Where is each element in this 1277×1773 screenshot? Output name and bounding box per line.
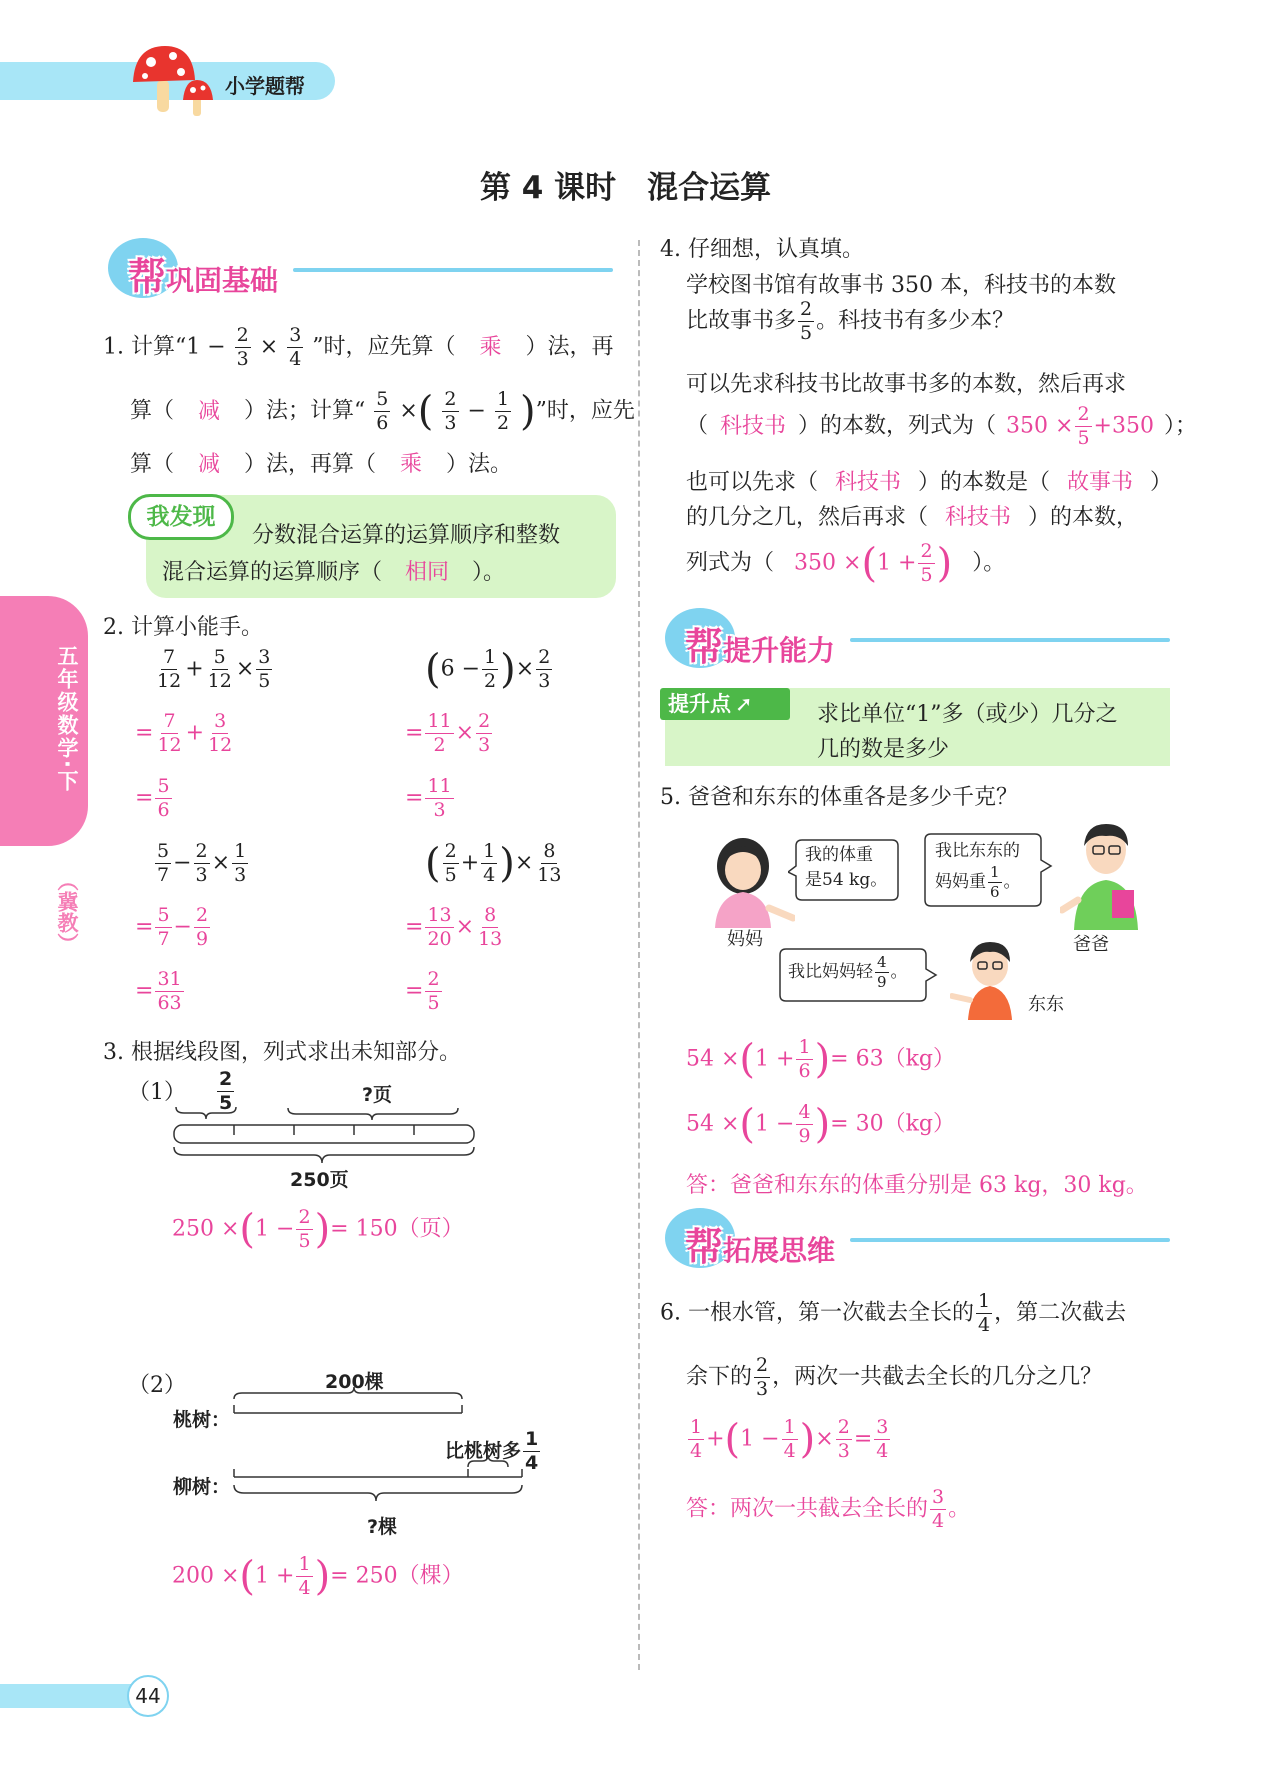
q3-part1-segment-diagram xyxy=(170,1105,480,1165)
dad-label: 爸爸 xyxy=(1073,934,1109,955)
q4-line5: （ 科技书 ）的本数，列式为（ 350 × $\frac{2}{5}$ +350 ）； xyxy=(686,403,1197,449)
side-tab-label: 五年级数学·下 xyxy=(55,645,79,793)
point-label: 提升点 ➚ xyxy=(660,688,790,720)
q4-answer-3[interactable]: 故事书 xyxy=(1067,470,1134,495)
q4-line3: 比故事书多 $\frac{2}{5}$ 。科技书有多少本？ xyxy=(686,298,1015,344)
q6-line2: 余下的 $\frac{2}{3}$ ，两次一共截去全长的几分之几？ xyxy=(686,1354,1103,1400)
q2-calc4: ( $\frac{2}{5}$ + $\frac{1}{4}$ )× $\frac{8}{13}$ xyxy=(425,840,562,887)
q6-line1: 6. 一根水管，第一次截去全长的 $\frac{1}{4}$ ，第二次截去 xyxy=(660,1290,1127,1336)
q2-calc3-step2: = $\frac{31}{63}$ xyxy=(135,968,182,1014)
dad-speech-line1: 我比东东的 xyxy=(935,841,1020,861)
mom-speech-text xyxy=(805,843,887,893)
q1-answer-1[interactable]: 乘 xyxy=(479,334,502,360)
q6-answer-1: $\frac{1}{4}$ +(1 − $\frac{1}{4}$ )× $\frac{2}{3}$ = $\frac{3}{4}$ xyxy=(690,1416,889,1463)
section-rule xyxy=(293,268,613,272)
dong-label: 东东 xyxy=(1028,994,1064,1015)
brand-label: 小学题帮 xyxy=(225,74,305,98)
q3-part1-unknown: ?页 xyxy=(362,1084,393,1106)
section-improve xyxy=(665,608,1170,668)
discover-answer[interactable]: 相同 xyxy=(405,560,450,585)
q3-part2-more: 比桃树多 $\frac{1}{4}$ xyxy=(445,1428,539,1474)
mom-speech-line1: 我的体重 xyxy=(805,845,873,865)
q5-answer-1: 54 ×(1 + $\frac{1}{6}$ )= 63（kg） xyxy=(686,1036,956,1083)
side-tab-edition: （冀教） xyxy=(55,870,79,954)
section-title: 帮拓展思维 xyxy=(685,1225,836,1269)
section-title: 帮巩固基础 xyxy=(128,255,279,299)
page-number: 44 xyxy=(127,1675,169,1717)
q3-part2-unknown: ?棵 xyxy=(367,1516,398,1538)
q2-calc4-step1: = $\frac{13}{20}$ × $\frac{8}{13}$ xyxy=(405,904,503,950)
point-line1: 求比单位“1”多（或少）几分之 xyxy=(817,702,1118,727)
q5-answer-2: 54 ×(1 − $\frac{4}{9}$ )= 30（kg） xyxy=(686,1101,956,1148)
q2-calc2-step1: = $\frac{11}{2}$ × $\frac{2}{3}$ xyxy=(405,710,491,756)
page-title: 第 4 课时 混合运算 xyxy=(480,170,772,206)
q1-line2: 算（ 减 ）法；计算“ $\frac{5}{6}$ ×( $\frac{2}{3}$ − $\frac{1}{2}$ )”时，应先 xyxy=(130,388,635,435)
mushroom-logo-icon xyxy=(125,40,225,118)
q5-answer-3: 答：爸爸和东东的体重分别是 63 kg，30 kg。 xyxy=(686,1173,1148,1198)
q6-answer-2: 答：两次一共截去全长的 $\frac{3}{4}$ 。 xyxy=(686,1486,971,1532)
point-line2: 几的数是多少 xyxy=(817,737,950,762)
q3-part2-segment-diagram xyxy=(230,1385,540,1525)
section-expand xyxy=(665,1208,1170,1268)
q2-calc1-step2: = $\frac{5}{6}$ xyxy=(135,775,170,821)
q3-part1-fraction: $\frac{2}{5}$ xyxy=(219,1068,233,1114)
mom-label: 妈妈 xyxy=(727,929,763,950)
q3-part1-label: （1） xyxy=(128,1080,186,1105)
discover-line2: 混合运算的运算顺序（ 相同 ）。 xyxy=(162,555,505,586)
dad-figure-icon xyxy=(1060,820,1150,930)
q1-line3: 算（ 减 ）法，再算（ 乘 ）法。 xyxy=(130,447,512,478)
q3-part2-label: （2） xyxy=(128,1373,186,1398)
q4-formula-1[interactable]: 350 × $\frac{2}{5}$ +350 xyxy=(1006,403,1154,449)
dad-speech-text xyxy=(935,838,1021,900)
q4-line7: 的几分之几，然后再求（ 科技书 ）的本数， xyxy=(686,500,1138,531)
q4-answer-4[interactable]: 科技书 xyxy=(945,505,1012,530)
q1-answer-3[interactable]: 减 xyxy=(198,452,221,477)
section-basic xyxy=(108,238,613,298)
q4-answer-2[interactable]: 科技书 xyxy=(835,470,902,495)
q2-title: 2. 计算小能手。 xyxy=(103,615,263,640)
q2-calc2: (6 − $\frac{1}{2}$ )× $\frac{2}{3}$ xyxy=(425,646,551,693)
mom-figure-icon xyxy=(705,836,795,928)
section-rule xyxy=(850,638,1170,642)
discover-line1: 分数混合运算的运算顺序和整数 xyxy=(252,523,561,548)
q4-line1: 4. 仔细想，认真填。 xyxy=(660,237,864,262)
q4-formula-2[interactable]: 350 ×(1 + $\frac{2}{5}$ ) xyxy=(794,540,953,587)
q4-line4: 可以先求科技书比故事书多的本数，然后再求 xyxy=(686,372,1127,397)
section-rule xyxy=(850,1238,1170,1242)
section-title: 帮提升能力 xyxy=(685,625,836,669)
q1-line1: 1. 计算“1 − $\frac{2}{3}$ × $\frac{3}{4}$ ”时，应先算（ 乘 ）法，再 xyxy=(103,324,614,370)
q2-calc3: $\frac{5}{7}$ − $\frac{2}{3}$ × $\frac{1}{3}$ xyxy=(157,840,247,886)
q5-title: 5. 爸爸和东东的体重各是多少千克？ xyxy=(660,785,1018,810)
dong-speech-text: 我比妈妈轻 $\frac{4}{9}$ 。 xyxy=(788,953,908,991)
q3-part1-total: 250页 xyxy=(290,1169,349,1191)
q3-part2-willow: 柳树： xyxy=(173,1476,231,1498)
q1-answer-4[interactable]: 乘 xyxy=(400,452,423,477)
q3-title: 3. 根据线段图，列式求出未知部分。 xyxy=(103,1040,461,1065)
q3-part2-top: 200棵 xyxy=(325,1371,384,1393)
column-divider xyxy=(638,240,640,1670)
dad-speech-line2: 妈妈重 $\frac{1}{6}$ 。 xyxy=(935,863,1021,901)
q4-answer-1[interactable]: 科技书 xyxy=(720,413,787,439)
q2-calc2-step2: = $\frac{11}{3}$ xyxy=(405,775,452,821)
q3-part2-answer: 200 ×(1 + $\frac{1}{4}$ )= 250（棵） xyxy=(172,1553,464,1600)
q2-calc1-step1: = $\frac{7}{12}$ + $\frac{3}{12}$ xyxy=(135,710,233,756)
q1-answer-2[interactable]: 减 xyxy=(198,398,221,424)
discover-label: 我发现 xyxy=(128,494,234,540)
q3-part1-answer: 250 ×(1 − $\frac{2}{5}$ )= 150（页） xyxy=(172,1206,464,1253)
q3-part2-peach: 桃树： xyxy=(173,1409,231,1431)
mom-speech-line2: 是54 kg。 xyxy=(805,870,888,890)
q4-line2: 学校图书馆有故事书 350 本，科技书的本数 xyxy=(686,273,1116,298)
dong-figure-icon xyxy=(950,940,1020,1020)
q4-line8: 列式为（ 350 ×(1 + $\frac{2}{5}$ ) ）。 xyxy=(686,540,1006,587)
q2-calc3-step1: = $\frac{5}{7}$ − $\frac{2}{9}$ xyxy=(135,904,209,950)
arrow-icon: ➚ xyxy=(735,692,753,716)
q2-calc4-step2: = $\frac{2}{5}$ xyxy=(405,968,440,1014)
q4-line6: 也可以先求（ 科技书 ）的本数是（ 故事书 ） xyxy=(686,465,1172,496)
q2-calc1: $\frac{7}{12}$ + $\frac{5}{12}$ × $\frac{3}{5}$ xyxy=(157,646,271,692)
